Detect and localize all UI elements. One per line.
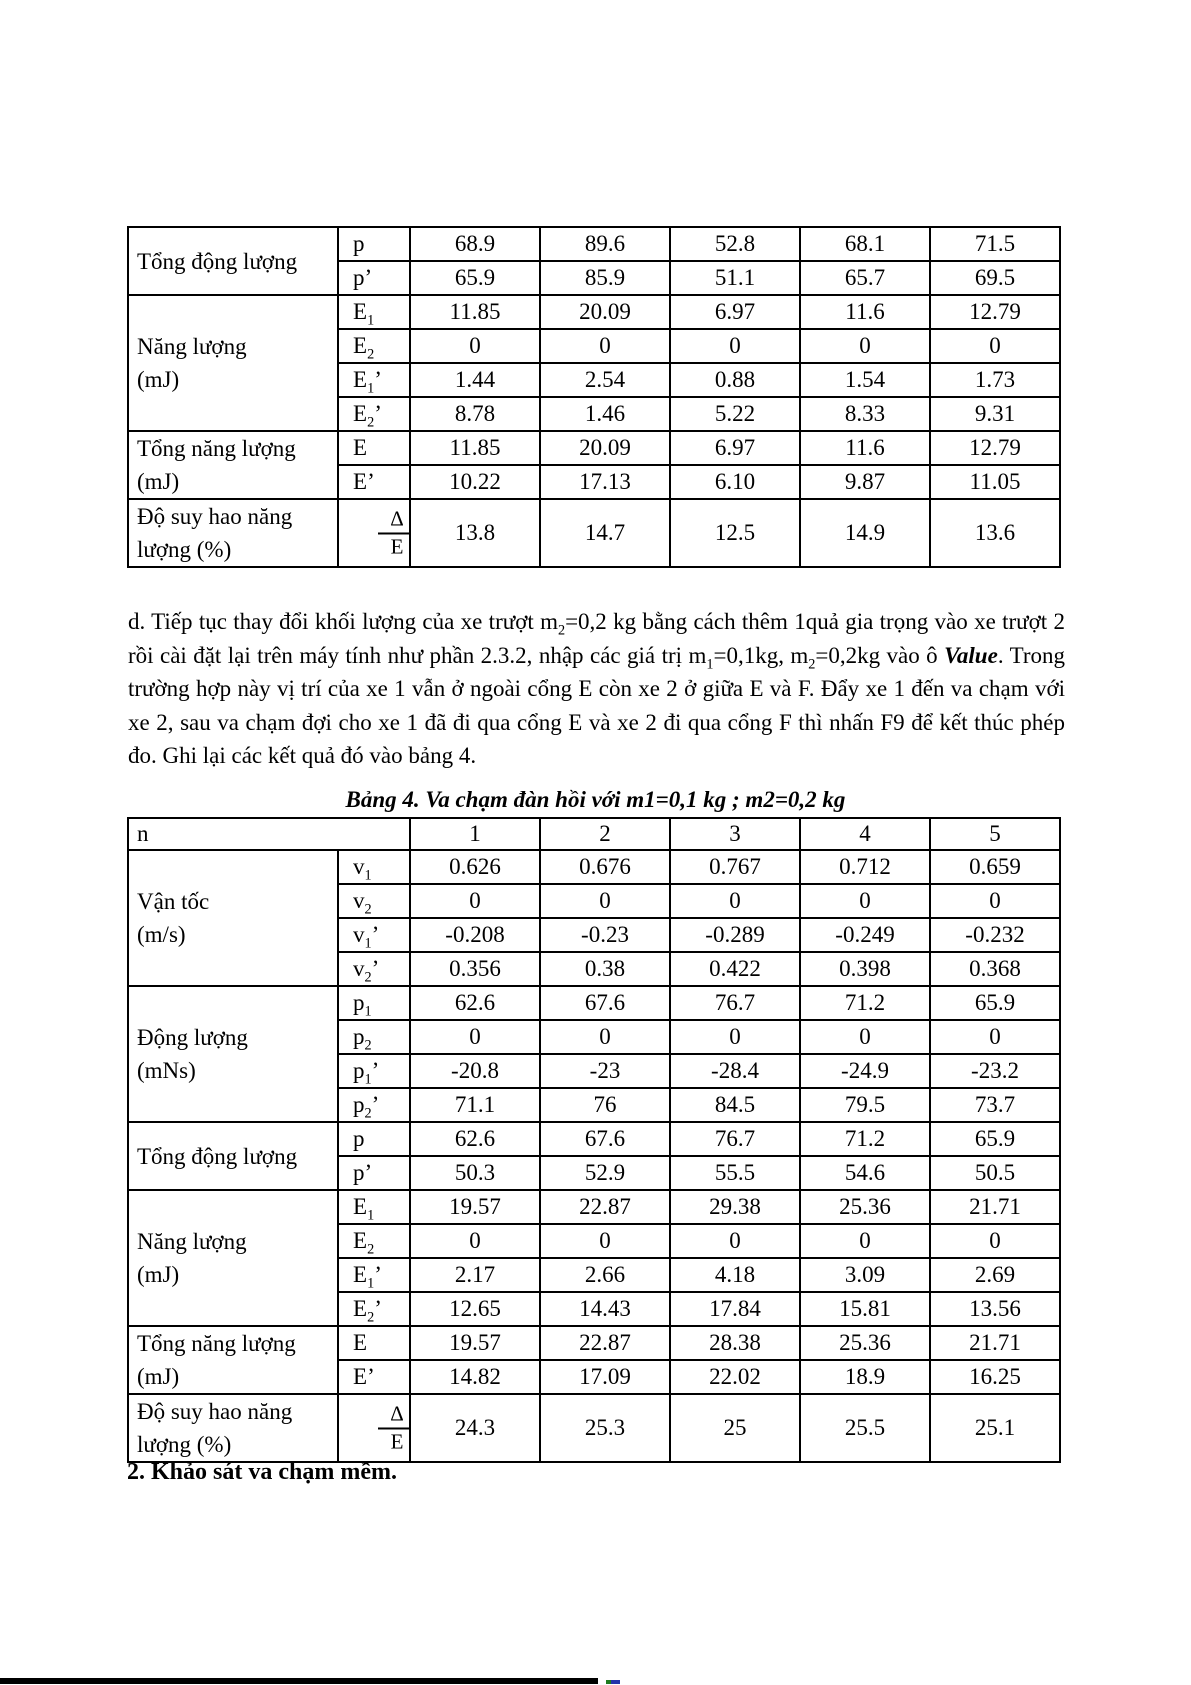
symbol-base: v <box>353 888 365 913</box>
text-segment: d. Tiếp tục thay đổi khối lượng của xe trượt m <box>128 609 558 634</box>
data-cell: 69.5 <box>930 261 1060 295</box>
data-cell: 55.5 <box>670 1156 800 1190</box>
data-cell: 76 <box>540 1088 670 1122</box>
data-cell: 0 <box>930 1224 1060 1258</box>
data-cell: 14.9 <box>800 499 930 567</box>
data-cell: 9.31 <box>930 397 1060 431</box>
data-cell: 1.54 <box>800 363 930 397</box>
symbol-base: p <box>353 231 365 256</box>
data-cell: 50.3 <box>410 1156 540 1190</box>
data-cell: 3.09 <box>800 1258 930 1292</box>
symbol-base: p <box>353 1092 365 1117</box>
text-segment: =0,2kg vào ô <box>815 642 945 668</box>
data-cell: 0 <box>670 1224 800 1258</box>
data-cell: 0 <box>670 884 800 918</box>
data-cell: 71.2 <box>800 1122 930 1156</box>
data-cell: 0 <box>540 1224 670 1258</box>
row-group-label <box>128 1190 338 1326</box>
quantity-symbol <box>338 1156 410 1190</box>
data-cell: 9.87 <box>800 465 930 499</box>
data-cell: 0 <box>800 329 930 363</box>
data-cell: -0.249 <box>800 918 930 952</box>
text-segment: =0,2 kg bằng cách thêm 1quả gia trọng vào xe trượt 2 rồi cài đặt lại trên máy tính như phần 2.3.2, nhập các giá trị m <box>128 609 1065 668</box>
data-cell: 0 <box>410 884 540 918</box>
quantity-symbol <box>338 295 410 329</box>
value-emphasis: Value <box>944 642 998 668</box>
quantity-symbol <box>338 850 410 884</box>
data-cell: 6.97 <box>670 295 800 329</box>
data-cell: 4.18 <box>670 1258 800 1292</box>
symbol-base: E <box>353 435 368 460</box>
data-cell: 17.09 <box>540 1360 670 1394</box>
quantity-symbol <box>338 918 410 952</box>
data-cell: 17.13 <box>540 465 670 499</box>
data-cell: -0.232 <box>930 918 1060 952</box>
symbol-base: E <box>353 1262 368 1287</box>
symbol-prime: ’ <box>364 1160 373 1185</box>
delta-over-e-fraction <box>378 1402 410 1453</box>
bottom-dash <box>606 1680 620 1684</box>
subscript: 1 <box>706 656 714 673</box>
row-group-label <box>128 431 338 499</box>
quantity-symbol <box>338 952 410 986</box>
label-line: (mJ) <box>137 1364 180 1389</box>
table-top <box>127 226 1061 568</box>
quantity-symbol <box>338 1190 410 1224</box>
data-cell: 68.1 <box>800 227 930 261</box>
data-cell: 0 <box>800 1224 930 1258</box>
symbol-base: E <box>353 1330 368 1355</box>
data-cell: 71.5 <box>930 227 1060 261</box>
symbol-base: E <box>353 333 368 358</box>
data-cell: 29.38 <box>670 1190 800 1224</box>
data-cell: 1.46 <box>540 397 670 431</box>
fraction-denominator: E <box>390 1429 404 1453</box>
subscript: 2 <box>808 656 816 673</box>
symbol-subscript: 1 <box>367 380 375 397</box>
data-cell: 65.9 <box>410 261 540 295</box>
data-cell: 11.05 <box>930 465 1060 499</box>
quantity-symbol <box>338 1020 410 1054</box>
symbol-subscript: 1 <box>364 1071 372 1088</box>
data-cell: 11.6 <box>800 431 930 465</box>
data-cell: 6.10 <box>670 465 800 499</box>
data-cell: 0 <box>540 1020 670 1054</box>
data-cell: 0 <box>930 1020 1060 1054</box>
data-cell: 71.2 <box>800 986 930 1020</box>
symbol-subscript: 1 <box>367 1207 375 1224</box>
symbol-subscript: 2 <box>367 414 375 431</box>
data-cell: 12.79 <box>930 295 1060 329</box>
data-cell: 0 <box>540 884 670 918</box>
data-cell: 22.02 <box>670 1360 800 1394</box>
symbol-subscript: 2 <box>367 1241 375 1258</box>
data-cell: 1.44 <box>410 363 540 397</box>
data-cell: 11.85 <box>410 431 540 465</box>
symbol-prime: ’ <box>371 922 380 947</box>
data-cell: 19.57 <box>410 1326 540 1360</box>
symbol-prime: ’ <box>367 1364 375 1389</box>
quantity-symbol <box>338 261 410 295</box>
symbol-prime: ’ <box>374 367 382 392</box>
data-cell: 12.65 <box>410 1292 540 1326</box>
table-4 <box>127 817 1061 1463</box>
symbol-subscript: 1 <box>364 1003 372 1020</box>
quantity-symbol <box>338 363 410 397</box>
data-cell: 0 <box>930 329 1060 363</box>
quantity-symbol <box>338 986 410 1020</box>
data-cell: 62.6 <box>410 986 540 1020</box>
fraction-numerator: Δ <box>378 1402 410 1429</box>
data-cell: 52.9 <box>540 1156 670 1190</box>
data-cell: 14.7 <box>540 499 670 567</box>
data-cell: 0 <box>670 1020 800 1054</box>
quantity-symbol <box>338 1088 410 1122</box>
subscript: 2 <box>557 622 566 639</box>
data-cell: 8.33 <box>800 397 930 431</box>
data-cell: -23.2 <box>930 1054 1060 1088</box>
data-cell: 12.5 <box>670 499 800 567</box>
data-cell: 0.767 <box>670 850 800 884</box>
symbol-base: p <box>353 265 365 290</box>
symbol-base: v <box>353 854 365 879</box>
data-cell: 67.6 <box>540 1122 670 1156</box>
symbol-subscript: 2 <box>364 901 372 918</box>
data-cell: 85.9 <box>540 261 670 295</box>
data-cell: 65.9 <box>930 1122 1060 1156</box>
symbol-prime: ’ <box>371 1058 380 1083</box>
symbol-prime: ’ <box>371 1092 380 1117</box>
data-cell: 62.6 <box>410 1122 540 1156</box>
table4-caption: Bảng 4. Va chạm đàn hồi với m1=0,1 kg ; m2=0,2 kg <box>345 787 846 812</box>
column-header-n: n <box>128 818 410 850</box>
data-cell: 51.1 <box>670 261 800 295</box>
data-cell: 2.69 <box>930 1258 1060 1292</box>
label-line: Tổng động lượng <box>137 248 298 274</box>
row-group-label <box>128 1122 338 1190</box>
data-cell: 12.79 <box>930 431 1060 465</box>
data-cell: 25.36 <box>800 1326 930 1360</box>
quantity-symbol <box>338 329 410 363</box>
row-group-label <box>128 499 338 567</box>
data-cell: 0.88 <box>670 363 800 397</box>
data-cell: 2.66 <box>540 1258 670 1292</box>
symbol-base: p <box>353 1024 365 1049</box>
symbol-subscript: 2 <box>364 969 372 986</box>
label-line: Năng lượng <box>137 1229 247 1254</box>
column-header: 2 <box>540 818 670 850</box>
data-cell: 84.5 <box>670 1088 800 1122</box>
data-cell: 22.87 <box>540 1190 670 1224</box>
data-cell: 21.71 <box>930 1326 1060 1360</box>
column-header: 5 <box>930 818 1060 850</box>
data-cell: 0.422 <box>670 952 800 986</box>
symbol-subscript: 2 <box>367 346 375 363</box>
data-cell: 0.626 <box>410 850 540 884</box>
quantity-symbol <box>338 1360 410 1394</box>
quantity-symbol <box>338 1224 410 1258</box>
symbol-prime: ’ <box>364 265 373 290</box>
data-cell: 5.22 <box>670 397 800 431</box>
label-line: (m/s) <box>137 922 186 947</box>
data-cell: 0 <box>410 1020 540 1054</box>
data-cell: 71.1 <box>410 1088 540 1122</box>
label-line: lượng (%) <box>137 1432 232 1457</box>
symbol-base: E <box>353 367 368 392</box>
column-header: 4 <box>800 818 930 850</box>
data-cell: 2.54 <box>540 363 670 397</box>
label-line: (mNs) <box>137 1058 196 1083</box>
label-line: (mJ) <box>137 469 180 494</box>
data-cell: 10.22 <box>410 465 540 499</box>
symbol-base: E <box>353 469 368 494</box>
data-cell: 13.6 <box>930 499 1060 567</box>
data-cell: 18.9 <box>800 1360 930 1394</box>
data-cell: 0.659 <box>930 850 1060 884</box>
label-line: Tổng năng lượng <box>137 436 296 461</box>
symbol-base: E <box>353 299 368 324</box>
paragraph-d <box>128 605 1065 773</box>
row-group-label <box>128 295 338 431</box>
symbol-base: p <box>353 1058 365 1083</box>
data-cell: 76.7 <box>670 986 800 1020</box>
symbol-base: v <box>353 922 365 947</box>
label-line: Vận tốc <box>137 889 210 914</box>
quantity-symbol <box>338 1122 410 1156</box>
data-cell: 0.368 <box>930 952 1060 986</box>
data-cell: 76.7 <box>670 1122 800 1156</box>
quantity-symbol <box>338 1326 410 1360</box>
data-cell: 14.82 <box>410 1360 540 1394</box>
column-header: 3 <box>670 818 800 850</box>
data-cell: 0.712 <box>800 850 930 884</box>
data-cell: 19.57 <box>410 1190 540 1224</box>
quantity-symbol <box>338 1292 410 1326</box>
data-cell: 89.6 <box>540 227 670 261</box>
symbol-subscript: 2 <box>364 1105 372 1122</box>
quantity-symbol <box>338 1054 410 1088</box>
data-cell: 79.5 <box>800 1088 930 1122</box>
symbol-base: p <box>353 1126 365 1151</box>
text-segment: =0,1kg, m <box>713 642 809 668</box>
quantity-symbol <box>338 499 410 567</box>
label-line: Động lượng <box>137 1025 248 1050</box>
symbol-subscript: 1 <box>367 312 375 329</box>
data-cell: 0 <box>540 329 670 363</box>
data-cell: -24.9 <box>800 1054 930 1088</box>
data-cell: 11.6 <box>800 295 930 329</box>
data-cell: -0.289 <box>670 918 800 952</box>
quantity-symbol <box>338 1394 410 1462</box>
quantity-symbol <box>338 227 410 261</box>
data-cell: 0 <box>670 329 800 363</box>
data-cell: 0 <box>800 884 930 918</box>
data-cell: 65.7 <box>800 261 930 295</box>
symbol-subscript: 2 <box>364 1037 372 1054</box>
data-cell: 68.9 <box>410 227 540 261</box>
data-cell: 8.78 <box>410 397 540 431</box>
data-cell: 16.25 <box>930 1360 1060 1394</box>
row-group-label <box>128 1326 338 1394</box>
symbol-subscript: 1 <box>364 867 372 884</box>
label-line: Độ suy hao năng <box>137 504 293 529</box>
data-cell: -0.23 <box>540 918 670 952</box>
text-segment: . Trong trường hợp này vị trí của xe 1 vẫn ở ngoài cổng E còn xe 2 ở giữa E và F. Đẩy xe 1 đến va chạm với xe 2, sau va chạm đợi cho xe 1 đã đi qua cổng E và xe 2 đi qua cổng F thì nhấn F9 để kết thúc phép đo. Ghi lại các kết quả đó vào bảng 4. <box>128 642 1065 768</box>
data-cell: 2.17 <box>410 1258 540 1292</box>
label-line: Năng lượng <box>137 334 247 359</box>
symbol-prime: ’ <box>374 1262 382 1287</box>
symbol-subscript: 1 <box>364 935 372 952</box>
data-cell: 50.5 <box>930 1156 1060 1190</box>
data-cell: 21.71 <box>930 1190 1060 1224</box>
data-cell: 20.09 <box>540 431 670 465</box>
data-cell: 14.43 <box>540 1292 670 1326</box>
symbol-base: v <box>353 956 365 981</box>
data-cell: 54.6 <box>800 1156 930 1190</box>
data-cell: 28.38 <box>670 1326 800 1360</box>
data-cell: 0.398 <box>800 952 930 986</box>
row-group-label <box>128 850 338 986</box>
symbol-prime: ’ <box>367 469 375 494</box>
bottom-dash-blue <box>611 1680 620 1684</box>
symbol-prime: ’ <box>374 1296 382 1321</box>
symbol-base: p <box>353 1160 365 1185</box>
section-heading: 2. Khảo sát va chạm mềm. <box>127 1459 397 1485</box>
symbol-base: E <box>353 1194 368 1219</box>
data-cell: 0.38 <box>540 952 670 986</box>
data-cell: 25.3 <box>540 1394 670 1462</box>
data-cell: 0 <box>410 1224 540 1258</box>
symbol-base: E <box>353 1228 368 1253</box>
data-cell: 13.8 <box>410 499 540 567</box>
symbol-base: E <box>353 401 368 426</box>
data-cell: 22.87 <box>540 1326 670 1360</box>
data-cell: 17.84 <box>670 1292 800 1326</box>
column-header: 1 <box>410 818 540 850</box>
data-cell: 15.81 <box>800 1292 930 1326</box>
label-line: Độ suy hao năng <box>137 1399 293 1424</box>
quantity-symbol <box>338 431 410 465</box>
data-cell: 11.85 <box>410 295 540 329</box>
data-cell: 0 <box>800 1020 930 1054</box>
data-cell: -0.208 <box>410 918 540 952</box>
label-line: lượng (%) <box>137 537 232 562</box>
row-group-label <box>128 1394 338 1462</box>
data-cell: 24.3 <box>410 1394 540 1462</box>
quantity-symbol <box>338 884 410 918</box>
symbol-prime: ’ <box>371 956 380 981</box>
data-cell: 0 <box>410 329 540 363</box>
data-cell: 25.1 <box>930 1394 1060 1462</box>
label-line: Tổng năng lượng <box>137 1331 296 1356</box>
symbol-subscript: 2 <box>367 1309 375 1326</box>
data-cell: 20.09 <box>540 295 670 329</box>
data-cell: -28.4 <box>670 1054 800 1088</box>
label-line: Tổng động lượng <box>137 1143 298 1169</box>
data-cell: 67.6 <box>540 986 670 1020</box>
data-cell: 0.676 <box>540 850 670 884</box>
symbol-subscript: 1 <box>367 1275 375 1292</box>
symbol-prime: ’ <box>374 401 382 426</box>
row-group-label <box>128 986 338 1122</box>
data-cell: 25 <box>670 1394 800 1462</box>
symbol-base: E <box>353 1364 368 1389</box>
data-cell: -20.8 <box>410 1054 540 1088</box>
data-cell: 1.73 <box>930 363 1060 397</box>
data-cell: 73.7 <box>930 1088 1060 1122</box>
data-cell: -23 <box>540 1054 670 1088</box>
row-group-label <box>128 227 338 295</box>
quantity-symbol <box>338 1258 410 1292</box>
quantity-symbol <box>338 465 410 499</box>
fraction-denominator: E <box>390 534 404 558</box>
data-cell: 25.5 <box>800 1394 930 1462</box>
data-cell: 0.356 <box>410 952 540 986</box>
data-cell: 6.97 <box>670 431 800 465</box>
bottom-rule <box>0 1678 598 1684</box>
label-line: (mJ) <box>137 367 180 392</box>
data-cell: 13.56 <box>930 1292 1060 1326</box>
data-cell: 65.9 <box>930 986 1060 1020</box>
quantity-symbol <box>338 397 410 431</box>
fraction-numerator: Δ <box>378 507 410 534</box>
data-cell: 52.8 <box>670 227 800 261</box>
data-cell: 25.36 <box>800 1190 930 1224</box>
label-line: (mJ) <box>137 1262 180 1287</box>
symbol-base: p <box>353 990 365 1015</box>
symbol-base: E <box>353 1296 368 1321</box>
data-cell: 0 <box>930 884 1060 918</box>
delta-over-e-fraction <box>378 507 410 558</box>
